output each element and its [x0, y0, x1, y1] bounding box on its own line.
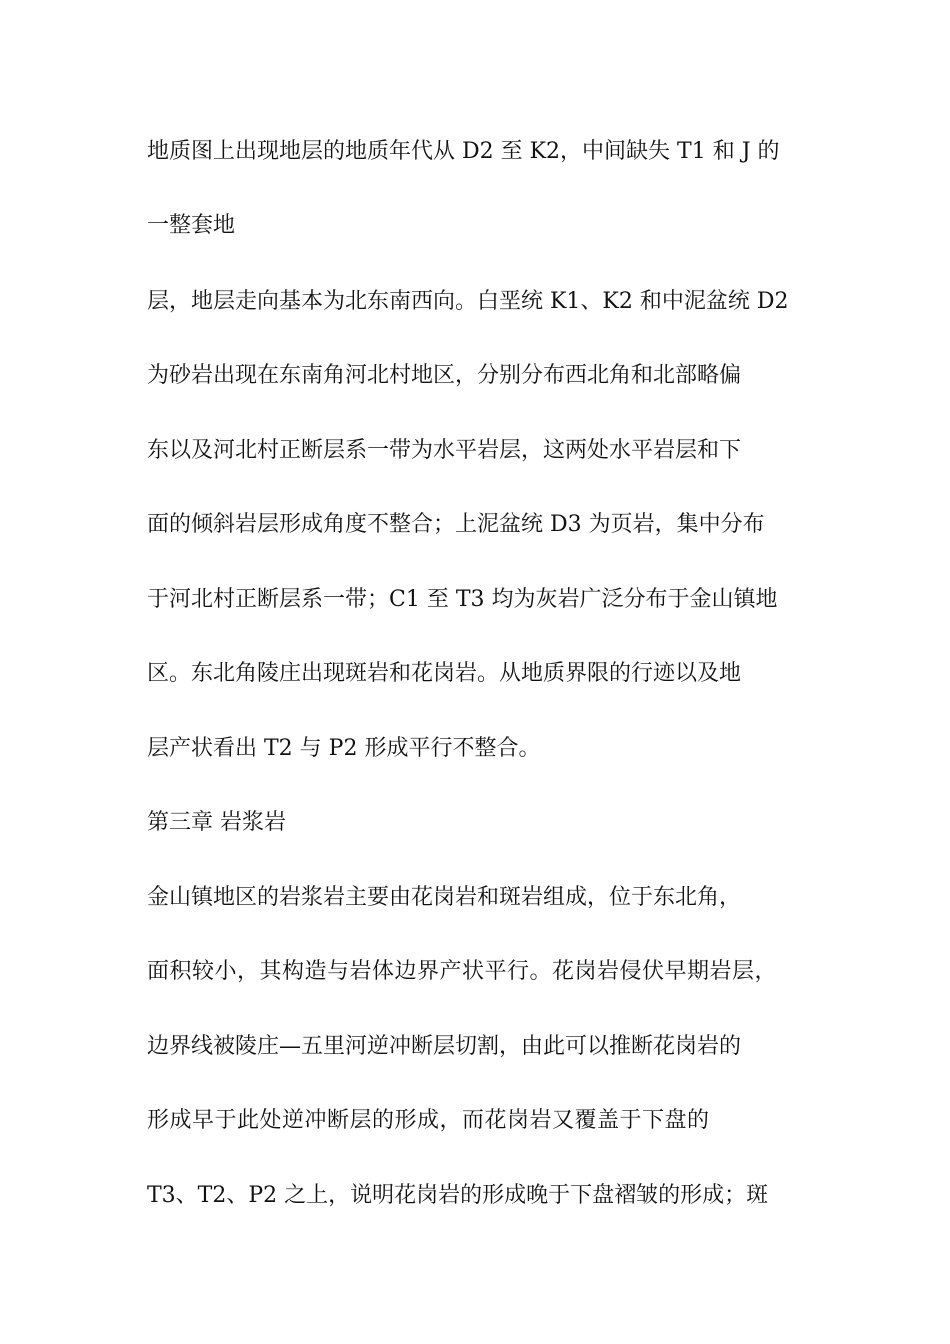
- paragraph-line: 面积较小，其构造与岩体边界产状平行。花岗岩侵伏早期岩层，: [147, 959, 778, 984]
- paragraph-line: 面的倾斜岩层形成角度不整合；上泥盆统 D3 为页岩，集中分布: [147, 512, 765, 537]
- paragraph-line: 层，地层走向基本为北东南西向。白垩统 K1、K2 和中泥盆统 D2: [147, 289, 789, 314]
- paragraph-line: 金山镇地区的岩浆岩主要由花岗岩和斑岩组成，位于东北角，: [147, 885, 742, 910]
- paragraph-line: 边界线被陵庄—五里河逆冲断层切割，由此可以推断花岗岩的: [147, 1034, 742, 1059]
- paragraph-line: 区。东北角陵庄出现斑岩和花岗岩。从地质界限的行迹以及地: [147, 661, 742, 686]
- paragraph-line: 东以及河北村正断层系一带为水平岩层，这两处水平岩层和下: [147, 438, 742, 463]
- paragraph-line: 形成早于此处逆冲断层的形成，而花岗岩又覆盖于下盘的: [147, 1108, 710, 1133]
- chapter-heading: 第三章 岩浆岩: [147, 810, 286, 835]
- paragraph-line: 一整套地: [147, 213, 236, 238]
- paragraph-line: 为砂岩出现在东南角河北村地区，分别分布西北角和北部略偏: [147, 363, 742, 388]
- paragraph-line: T3、T2、P2 之上，说明花岗岩的形成晚于下盘褶皱的形成；斑: [147, 1183, 769, 1208]
- paragraph-line: 地质图上出现地层的地质年代从 D2 至 K2，中间缺失 T1 和 J 的: [147, 139, 780, 164]
- paragraph-line: 层产状看出 T2 与 P2 形成平行不整合。: [147, 736, 541, 761]
- paragraph-line: 于河北村正断层系一带；C1 至 T3 均为灰岩广泛分布于金山镇地: [147, 587, 778, 612]
